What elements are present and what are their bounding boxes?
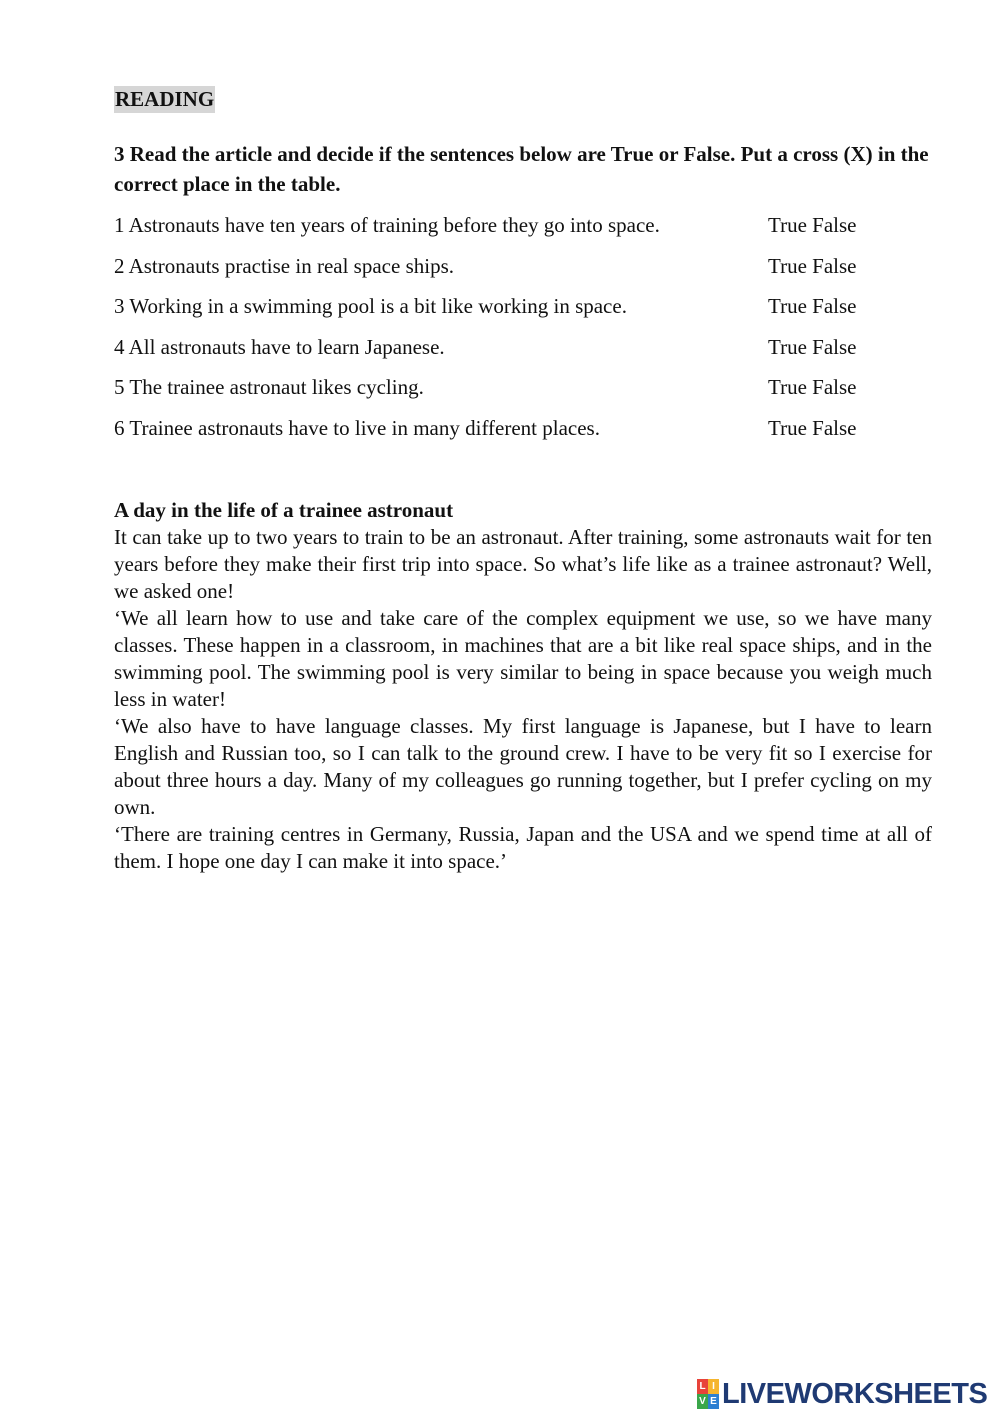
false-option[interactable]: False [812,213,857,237]
statement-text: 2 Astronauts practise in real space ships. [114,253,454,278]
article-paragraph: ‘There are training centres in Germany, Russia, Japan and the USA and we spend time at all of them. I hope one day I can make it into space.’ [114,822,932,873]
true-option[interactable]: True [768,294,807,319]
answer-options [768,333,856,361]
article-paragraph: It can take up to two years to train to be an astronaut. After training, some astronauts wait for ten years before they make their first trip into space. So what’s life like as a trainee astronaut? Well, we asked one! [114,525,932,603]
statement-text: 1 Astronauts have ten years of training before they go into space. [114,213,660,237]
answer-options [768,373,856,401]
exercise-instruction: 3 Read the article and decide if the sentences below are True or False. Put a cross (X) in the correct place in the table. [114,142,929,196]
true-false-table [114,211,932,455]
statement-row [114,292,932,333]
statement-text: 4 All astronauts have to learn Japanese. [114,334,445,359]
article [114,497,932,875]
logo-mark-icon [697,1379,719,1409]
true-option[interactable]: True [768,334,807,359]
logo-wordmark: LIVEWORKSHEETS [722,1377,988,1410]
logo-mark-cell: L [697,1379,708,1394]
statement-row [114,211,932,252]
false-option[interactable]: False [812,334,857,359]
answer-options [768,252,856,280]
false-option[interactable]: False [812,253,857,278]
article-title: A day in the life of a trainee astronaut [114,498,454,522]
true-option[interactable]: True [768,375,807,400]
liveworksheets-logo [697,1377,987,1411]
answer-options [768,414,856,442]
logo-mark-cell: E [708,1394,719,1409]
statement-row [114,414,932,455]
false-option[interactable]: False [812,415,857,440]
true-option[interactable]: True [768,213,807,237]
logo-mark-cell: I [708,1379,719,1394]
answer-options [768,211,856,239]
statement-text: 3 Working in a swimming pool is a bit like working in space. [114,294,627,319]
section-heading: READING [115,87,215,111]
false-option[interactable]: False [812,375,857,400]
answer-options [768,292,856,320]
logo-mark-cell: V [697,1394,708,1409]
true-option[interactable]: True [768,253,807,278]
statement-text: 5 The trainee astronaut likes cycling. [114,375,424,400]
statement-row [114,333,932,374]
statement-text: 6 Trainee astronauts have to live in many different places. [114,415,600,440]
true-option[interactable]: True [768,415,807,440]
article-paragraph: ‘We all learn how to use and take care of the complex equipment we use, so we have many classes. These happen in a classroom, in machines that are a bit like real space ships, and in the swimming pool. The swimming pool is very similar to being in space because you weigh much less in water! [114,606,932,711]
article-paragraph: ‘We also have to have language classes. My first language is Japanese, but I have to learn English and Russian too, so I can talk to the ground crew. I have to be very fit so I exercise for about three hours a day. Many of my colleagues go running together, but I prefer cycling on my own. [114,714,932,819]
statement-row [114,252,932,293]
statement-row [114,373,932,414]
false-option[interactable]: False [812,294,857,319]
